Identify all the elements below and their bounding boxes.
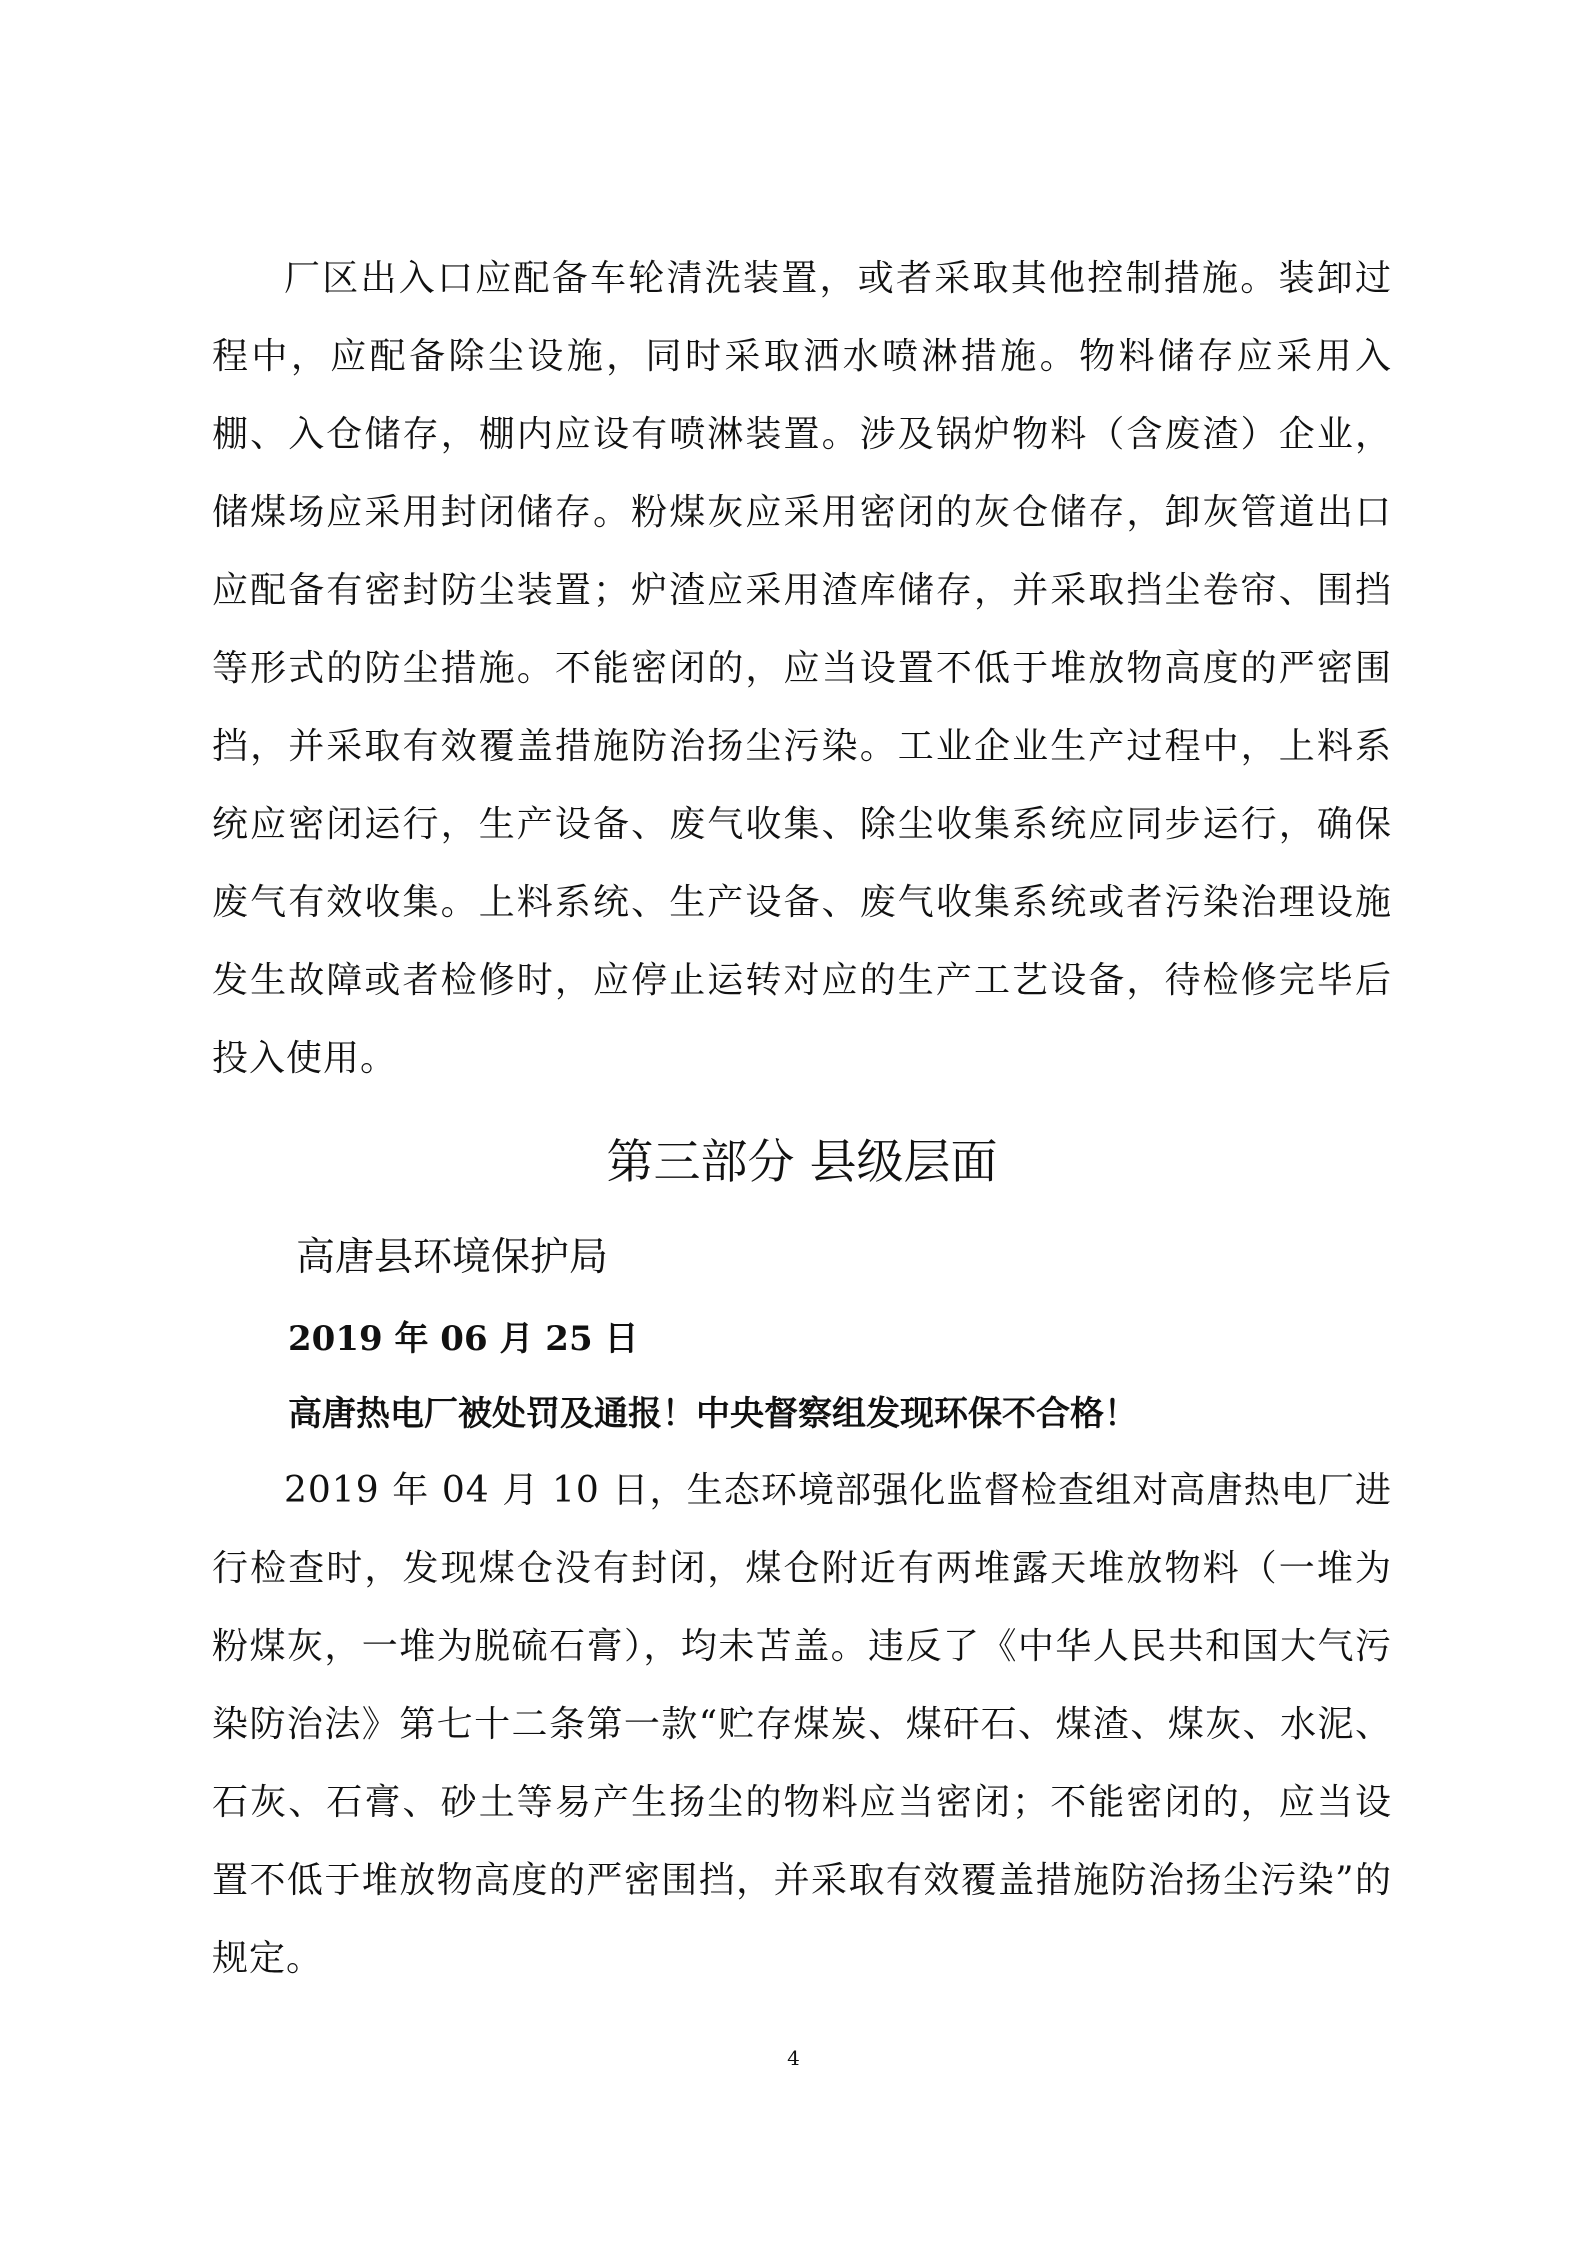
page-content [212, 240, 1392, 1998]
section-title: 第三部分 县级层面 [606, 1135, 998, 1190]
publication-date: 2019 年 06 月 25 日 [288, 1319, 639, 1359]
page-number: 4 [787, 2046, 800, 2070]
news-headline: 高唐热电厂被处罚及通报！中央督察组发现环保不合格！ [288, 1394, 1138, 1434]
agency-name: 高唐县环境保护局 [296, 1235, 609, 1280]
inspection-paragraph: 2019 年 04 月 10 日，生态环境部强化监督检查组对高唐热电厂进行检查时，发现煤仓没有封闭，煤仓附近有两堆露天堆放物料（一堆为粉煤灰，一堆为脱硫石膏），均未苫盖。违反了《中华人民共和国大气污染防治法》第七十二条第一款“贮存煤炭、煤矸石、煤渣、煤灰、水泥、石灰、石膏、砂土等易产生扬尘的物料应当密闭；不能密闭的，应当设置不低于堆放物高度的严密围挡，并采取有效覆盖措施防治扬尘污染”的规定。 [212, 1470, 1392, 1979]
requirements-paragraph: 厂区出入口应配备车轮清洗装置，或者采取其他控制措施。装卸过程中，应配备除尘设施，同时采取洒水喷淋措施。物料储存应采用入棚、入仓储存，棚内应设有喷淋装置。涉及锅炉物料（含废渣）企业，储煤场应采用封闭储存。粉煤灰应采用密闭的灰仓储存，卸灰管道出口应配备有密封防尘装置；炉渣应采用渣库储存，并采取挡尘卷帘、围挡等形式的防尘措施。不能密闭的，应当设置不低于堆放物高度的严密围挡，并采取有效覆盖措施防治扬尘污染。工业企业生产过程中，上料系统应密闭运行，生产设备、废气收集、除尘收集系统应同步运行，确保废气有效收集。上料系统、生产设备、废气收集系统或者污染治理设施发生故障或者检修时，应停止运转对应的生产工艺设备，待检修完毕后投入使用。 [212, 258, 1392, 1079]
